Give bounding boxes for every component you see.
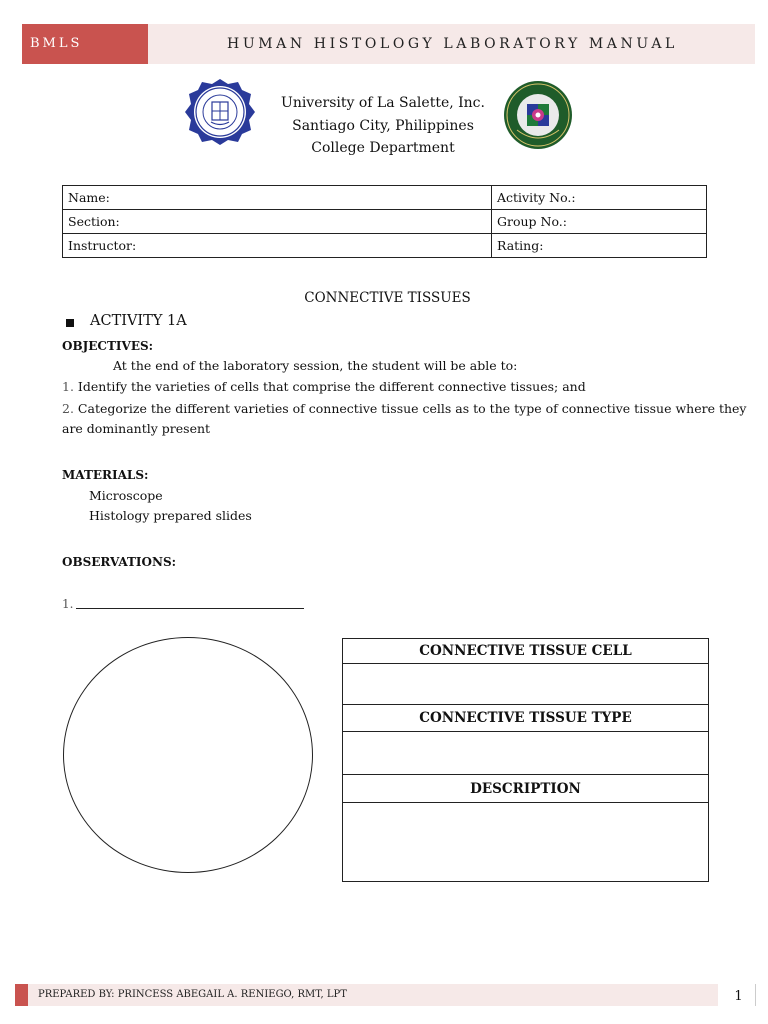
material-item: Microscope	[89, 488, 163, 503]
materials-label: MATERIALS:	[62, 468, 149, 482]
document-title: CONNECTIVE TISSUES	[304, 290, 471, 306]
university-block	[250, 92, 516, 160]
table-row	[343, 732, 709, 775]
footer-accent	[15, 984, 28, 1006]
type-header: CONNECTIVE TISSUE TYPE	[343, 705, 709, 732]
student-info-table	[62, 185, 707, 258]
table-row	[63, 186, 707, 210]
cell-header: CONNECTIVE TISSUE CELL	[343, 639, 709, 664]
university-location: Santiago City, Philippines	[292, 117, 474, 134]
group-no-cell[interactable]: Group No.:	[492, 210, 707, 234]
table-row	[343, 639, 709, 664]
type-answer-box[interactable]	[343, 732, 709, 775]
section-cell[interactable]: Section:	[63, 210, 492, 234]
observations-label: OBSERVATIONS:	[62, 555, 177, 569]
objective-number: 2.	[62, 401, 74, 416]
table-row	[63, 234, 707, 258]
table-row	[343, 705, 709, 732]
header-title: HUMAN HISTOLOGY LABORATORY MANUAL	[227, 36, 678, 52]
university-name: University of La Salette, Inc.	[281, 95, 485, 111]
page-number: 1	[722, 984, 756, 1006]
objectives-label: OBJECTIVES:	[62, 339, 154, 353]
objective-item-2-cont: are dominantly present	[62, 421, 211, 436]
table-row	[343, 664, 709, 705]
objective-text: Categorize the different varieties of connective tissue cells as to the type of connective tissue where they	[77, 401, 747, 416]
objectives-intro: At the end of the laboratory session, the student will be able to:	[113, 358, 518, 373]
connective-tissue-table	[342, 638, 709, 882]
activity-no-cell[interactable]: Activity No.:	[492, 186, 707, 210]
rating-cell[interactable]: Rating:	[492, 234, 707, 258]
college-seal-icon	[503, 80, 573, 154]
table-row	[343, 803, 709, 882]
material-item: Histology prepared slides	[89, 508, 252, 523]
objective-item-2	[62, 401, 746, 416]
observation-answer-line[interactable]	[76, 608, 304, 609]
microscope-field-circle[interactable]	[63, 637, 313, 873]
header-tag: BMLS	[22, 24, 148, 64]
table-row	[63, 210, 707, 234]
name-cell[interactable]: Name:	[63, 186, 492, 210]
square-bullet-icon	[66, 319, 74, 327]
observation-number: 1.	[62, 597, 74, 611]
university-seal-icon	[184, 78, 256, 150]
description-header: DESCRIPTION	[343, 775, 709, 803]
description-answer-box[interactable]	[343, 803, 709, 882]
objective-item-1	[62, 379, 586, 394]
instructor-cell[interactable]: Instructor:	[63, 234, 492, 258]
table-row	[343, 775, 709, 803]
university-department: College Department	[311, 140, 455, 156]
activity-heading: ACTIVITY 1A	[90, 313, 187, 329]
footer-prepared-by: PREPARED BY: PRINCESS ABEGAIL A. RENIEGO, RMT, LPT	[38, 989, 347, 1000]
cell-answer-box[interactable]	[343, 664, 709, 705]
objective-number: 1.	[62, 379, 74, 394]
objective-text: Identify the varieties of cells that comprise the different connective tissues; and	[77, 379, 586, 394]
